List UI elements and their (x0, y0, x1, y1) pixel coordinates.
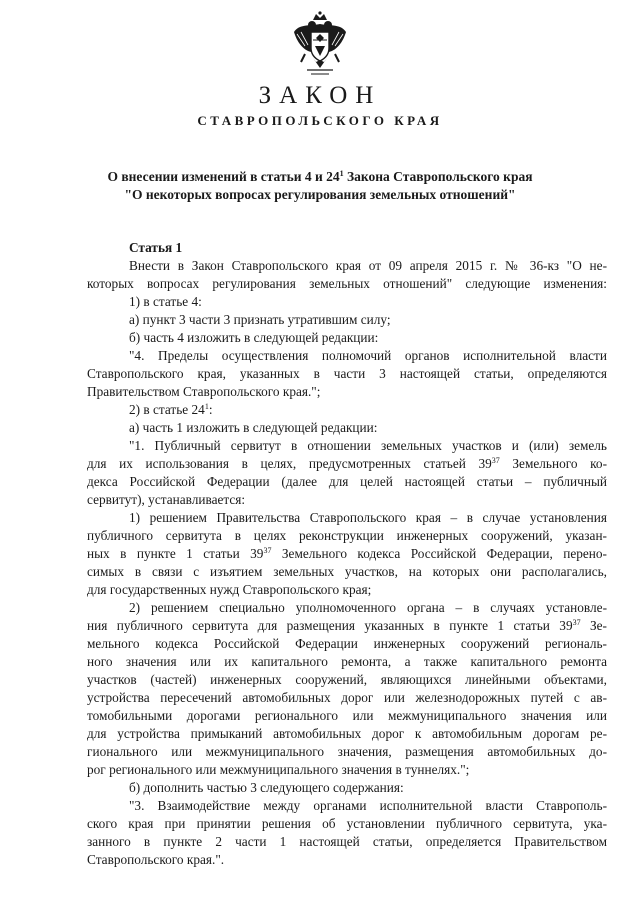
text-line: "3. Взаимодействие между органами исполнительной власти Ставрополь- (129, 798, 607, 813)
text-line: для устройства примыканий автомобильных дорог к автомобильным дорогам ре- (87, 726, 607, 741)
text-line: для государственных нужд Ставропольского края; (87, 582, 372, 597)
text-line: декса Российской Федерации (далее для целей настоящей статьи – публичный (87, 474, 607, 489)
text-line: занного в пункте 2 части 1 настоящей статьи, определяется Правительством (87, 834, 607, 849)
text-line: для их использования в целях, предусмотренных статьей $39^{37}$ Земельного ко- (87, 456, 607, 471)
text-line: устройства пересечений автомобильных дорог или железнодорожных путей с ав- (87, 690, 607, 705)
law-title: ЗАКОН (258, 82, 382, 109)
text-line: 1) в статье 4: (129, 294, 202, 309)
heading-line-2: "О некоторых вопросах регулирования земельных отношений" (124, 187, 516, 202)
text-line: 2) в статье $24^1$: (129, 402, 213, 417)
text-line: Внести в Закон Ставропольского края от 09 апреля 2015 г. № 36-кз "О не- (129, 258, 607, 273)
text-line: симых в связи с изъятием земельных участков, на которых они располагались, (87, 564, 607, 579)
text-line: ния публичного сервитута для размещения указанных в пункте 1 статьи $39^{37}$ Зе- (87, 618, 607, 633)
text-line: ного значения или их капитального ремонта, а также капитального ремонта (87, 654, 607, 669)
text-line: гионального или межмуниципального значения, размещения автомобильных до- (87, 744, 607, 759)
text-line: Ставропольского края.". (87, 852, 225, 867)
text-line: ных в пункте 1 статьи $39^{37}$ Земельного кодекса Российской Федерации, перено- (87, 546, 607, 561)
text-line: ского края при принятии решения об установлении публичного сервитута, ука- (87, 816, 607, 831)
text-line: а) пункт 3 части 3 признать утратившим силу; (129, 312, 391, 327)
text-line: публичного сервитута в целях реконструкции инженерных сооружений, указан- (87, 528, 607, 543)
text-line: Ставропольского края, указанных в части 3 настоящей статьи, определяются (87, 366, 607, 381)
text-line: участков (частей) инженерных сооружений, являющихся линейными объектами, (87, 672, 607, 687)
text-line: "1. Публичный сервитут в отношении земельных участков и (или) земель (129, 438, 607, 453)
text-line: сервитут), устанавливается: (87, 492, 246, 507)
text-line: б) часть 4 изложить в следующей редакции: (129, 330, 379, 345)
text-line: 1) решением Правительства Ставропольского края – в случае установления (129, 510, 607, 525)
text-line: а) часть 1 изложить в следующей редакции: (129, 420, 378, 435)
document-heading (40, 168, 600, 204)
text-line: Правительством Ставропольского края."; (87, 384, 321, 399)
text-line: мельного кодекса Российской Федерации инженерных сооружений региональ- (87, 636, 607, 651)
text-line: которых вопросах регулирования земельных отношений" следующие изменения: (87, 276, 607, 291)
heading-line-1: О внесении изменений в статьи 4 и $24^1$ Закона Ставропольского края (107, 169, 533, 184)
text-line: 2) решением специально уполномоченного органа – в случаях установле- (129, 600, 607, 615)
law-subtitle: СТАВРОПОЛЬСКОГО КРАЯ (197, 113, 443, 128)
text-line: рог регионального или межмуниципального значения в туннелях."; (87, 762, 470, 777)
text-line: "4. Пределы осуществления полномочий органов исполнительной власти (129, 348, 607, 363)
coat-of-arms-icon (291, 10, 349, 80)
text-line: б) дополнить частью 3 следующего содержания: (129, 780, 404, 795)
document-body (87, 239, 607, 869)
text-line: томобильными дорогами регионального или межмуниципального значения или (87, 708, 607, 723)
article-title: Статья 1 (129, 240, 183, 255)
